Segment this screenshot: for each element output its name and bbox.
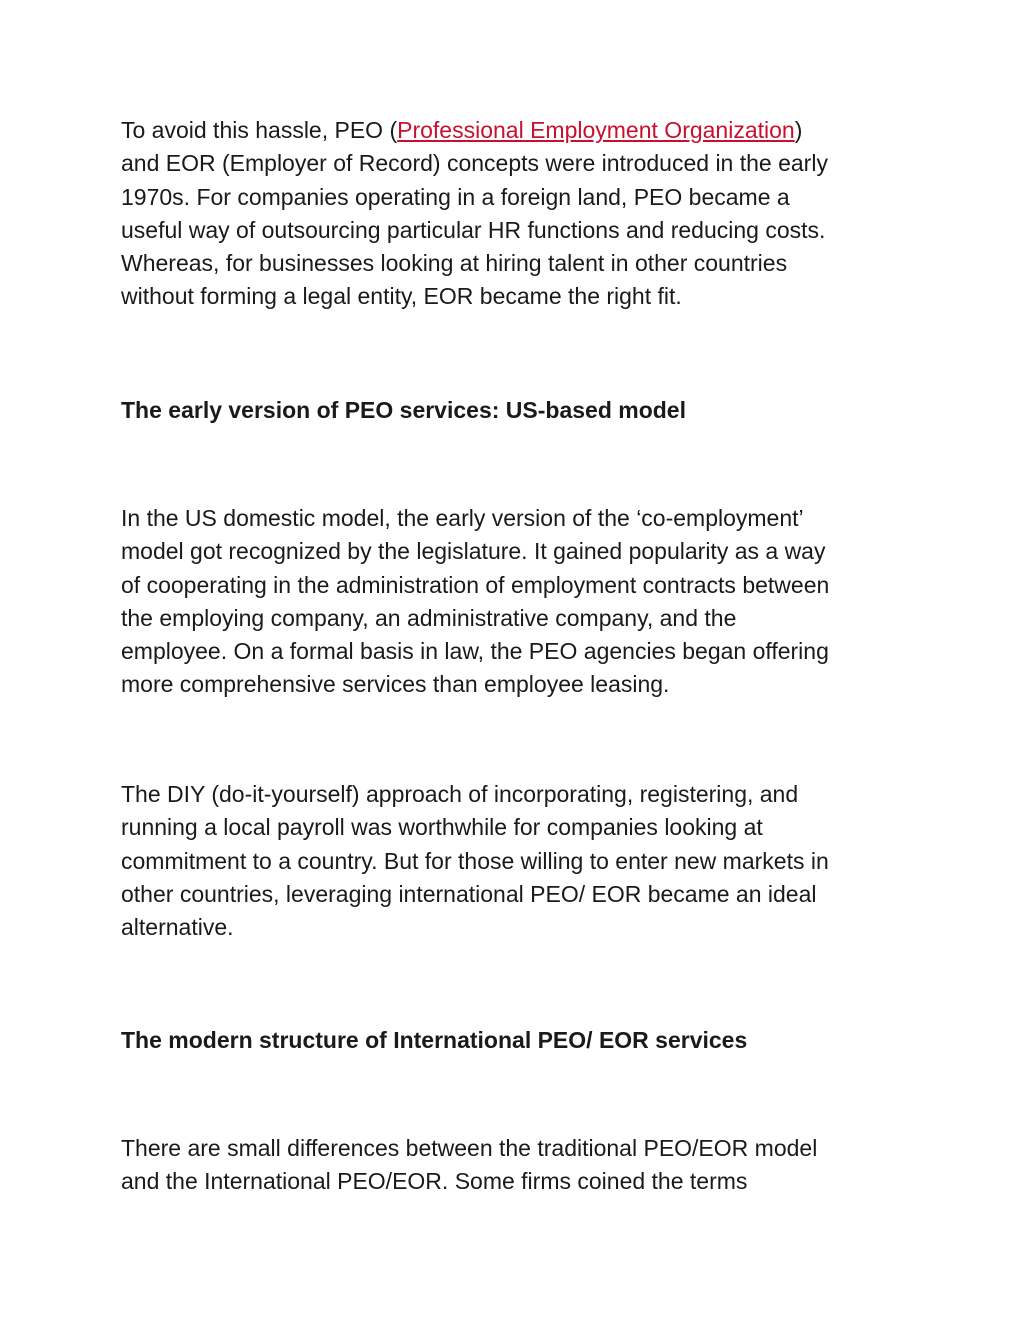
paragraph-line: In the US domestic model, the early version of the ‘co-employment’ bbox=[121, 505, 804, 531]
line-text: ) bbox=[794, 117, 803, 143]
section-heading-modern-structure: The modern structure of International PEO/ EOR services bbox=[121, 1027, 748, 1053]
paragraph-line: There are small differences between the traditional PEO/EOR model bbox=[121, 1135, 818, 1161]
paragraph-line bbox=[121, 114, 828, 147]
paragraph-line: The DIY (do-it-yourself) approach of incorporating, registering, and bbox=[121, 781, 799, 807]
paragraph-line: the employing company, an administrative company, and the bbox=[121, 604, 737, 631]
paragraph-line: other countries, leveraging international PEO/ EOR became an ideal bbox=[121, 880, 817, 907]
paragraph-line: without forming a legal entity, EOR became the right fit. bbox=[121, 283, 682, 310]
paragraph-line: running a local payroll was worthwhile for companies looking at bbox=[121, 814, 763, 841]
differences-paragraph bbox=[121, 1132, 817, 1199]
diy-paragraph bbox=[121, 778, 829, 944]
paragraph-line: 1970s. For companies operating in a foreign land, PEO became a bbox=[121, 183, 790, 210]
paragraph-line: Whereas, for businesses looking at hiring talent in other countries bbox=[121, 250, 788, 277]
paragraph-line: useful way of outsourcing particular HR functions and reducing costs. bbox=[121, 216, 826, 243]
paragraph-line: and the International PEO/EOR. Some firms coined the terms bbox=[121, 1168, 748, 1195]
us-model-paragraph bbox=[121, 502, 829, 702]
paragraph-line: model got recognized by the legislature. It gained popularity as a way bbox=[121, 538, 826, 565]
paragraph-line: alternative. bbox=[121, 914, 234, 941]
peo-link[interactable]: Professional Employment Organization bbox=[397, 117, 795, 143]
paragraph-line: employee. On a formal basis in law, the PEO agencies began offering bbox=[121, 638, 829, 665]
line-text: To avoid this hassle, PEO ( bbox=[121, 117, 398, 143]
section-heading-us-model: The early version of PEO services: US-based model bbox=[121, 397, 686, 423]
paragraph-line: commitment to a country. But for those willing to enter new markets in bbox=[121, 847, 829, 874]
paragraph-line: of cooperating in the administration of employment contracts between bbox=[121, 571, 830, 598]
paragraph-line: and EOR (Employer of Record) concepts were introduced in the early bbox=[121, 150, 828, 177]
paragraph-line: more comprehensive services than employee leasing. bbox=[121, 671, 670, 698]
intro-paragraph bbox=[121, 114, 828, 314]
